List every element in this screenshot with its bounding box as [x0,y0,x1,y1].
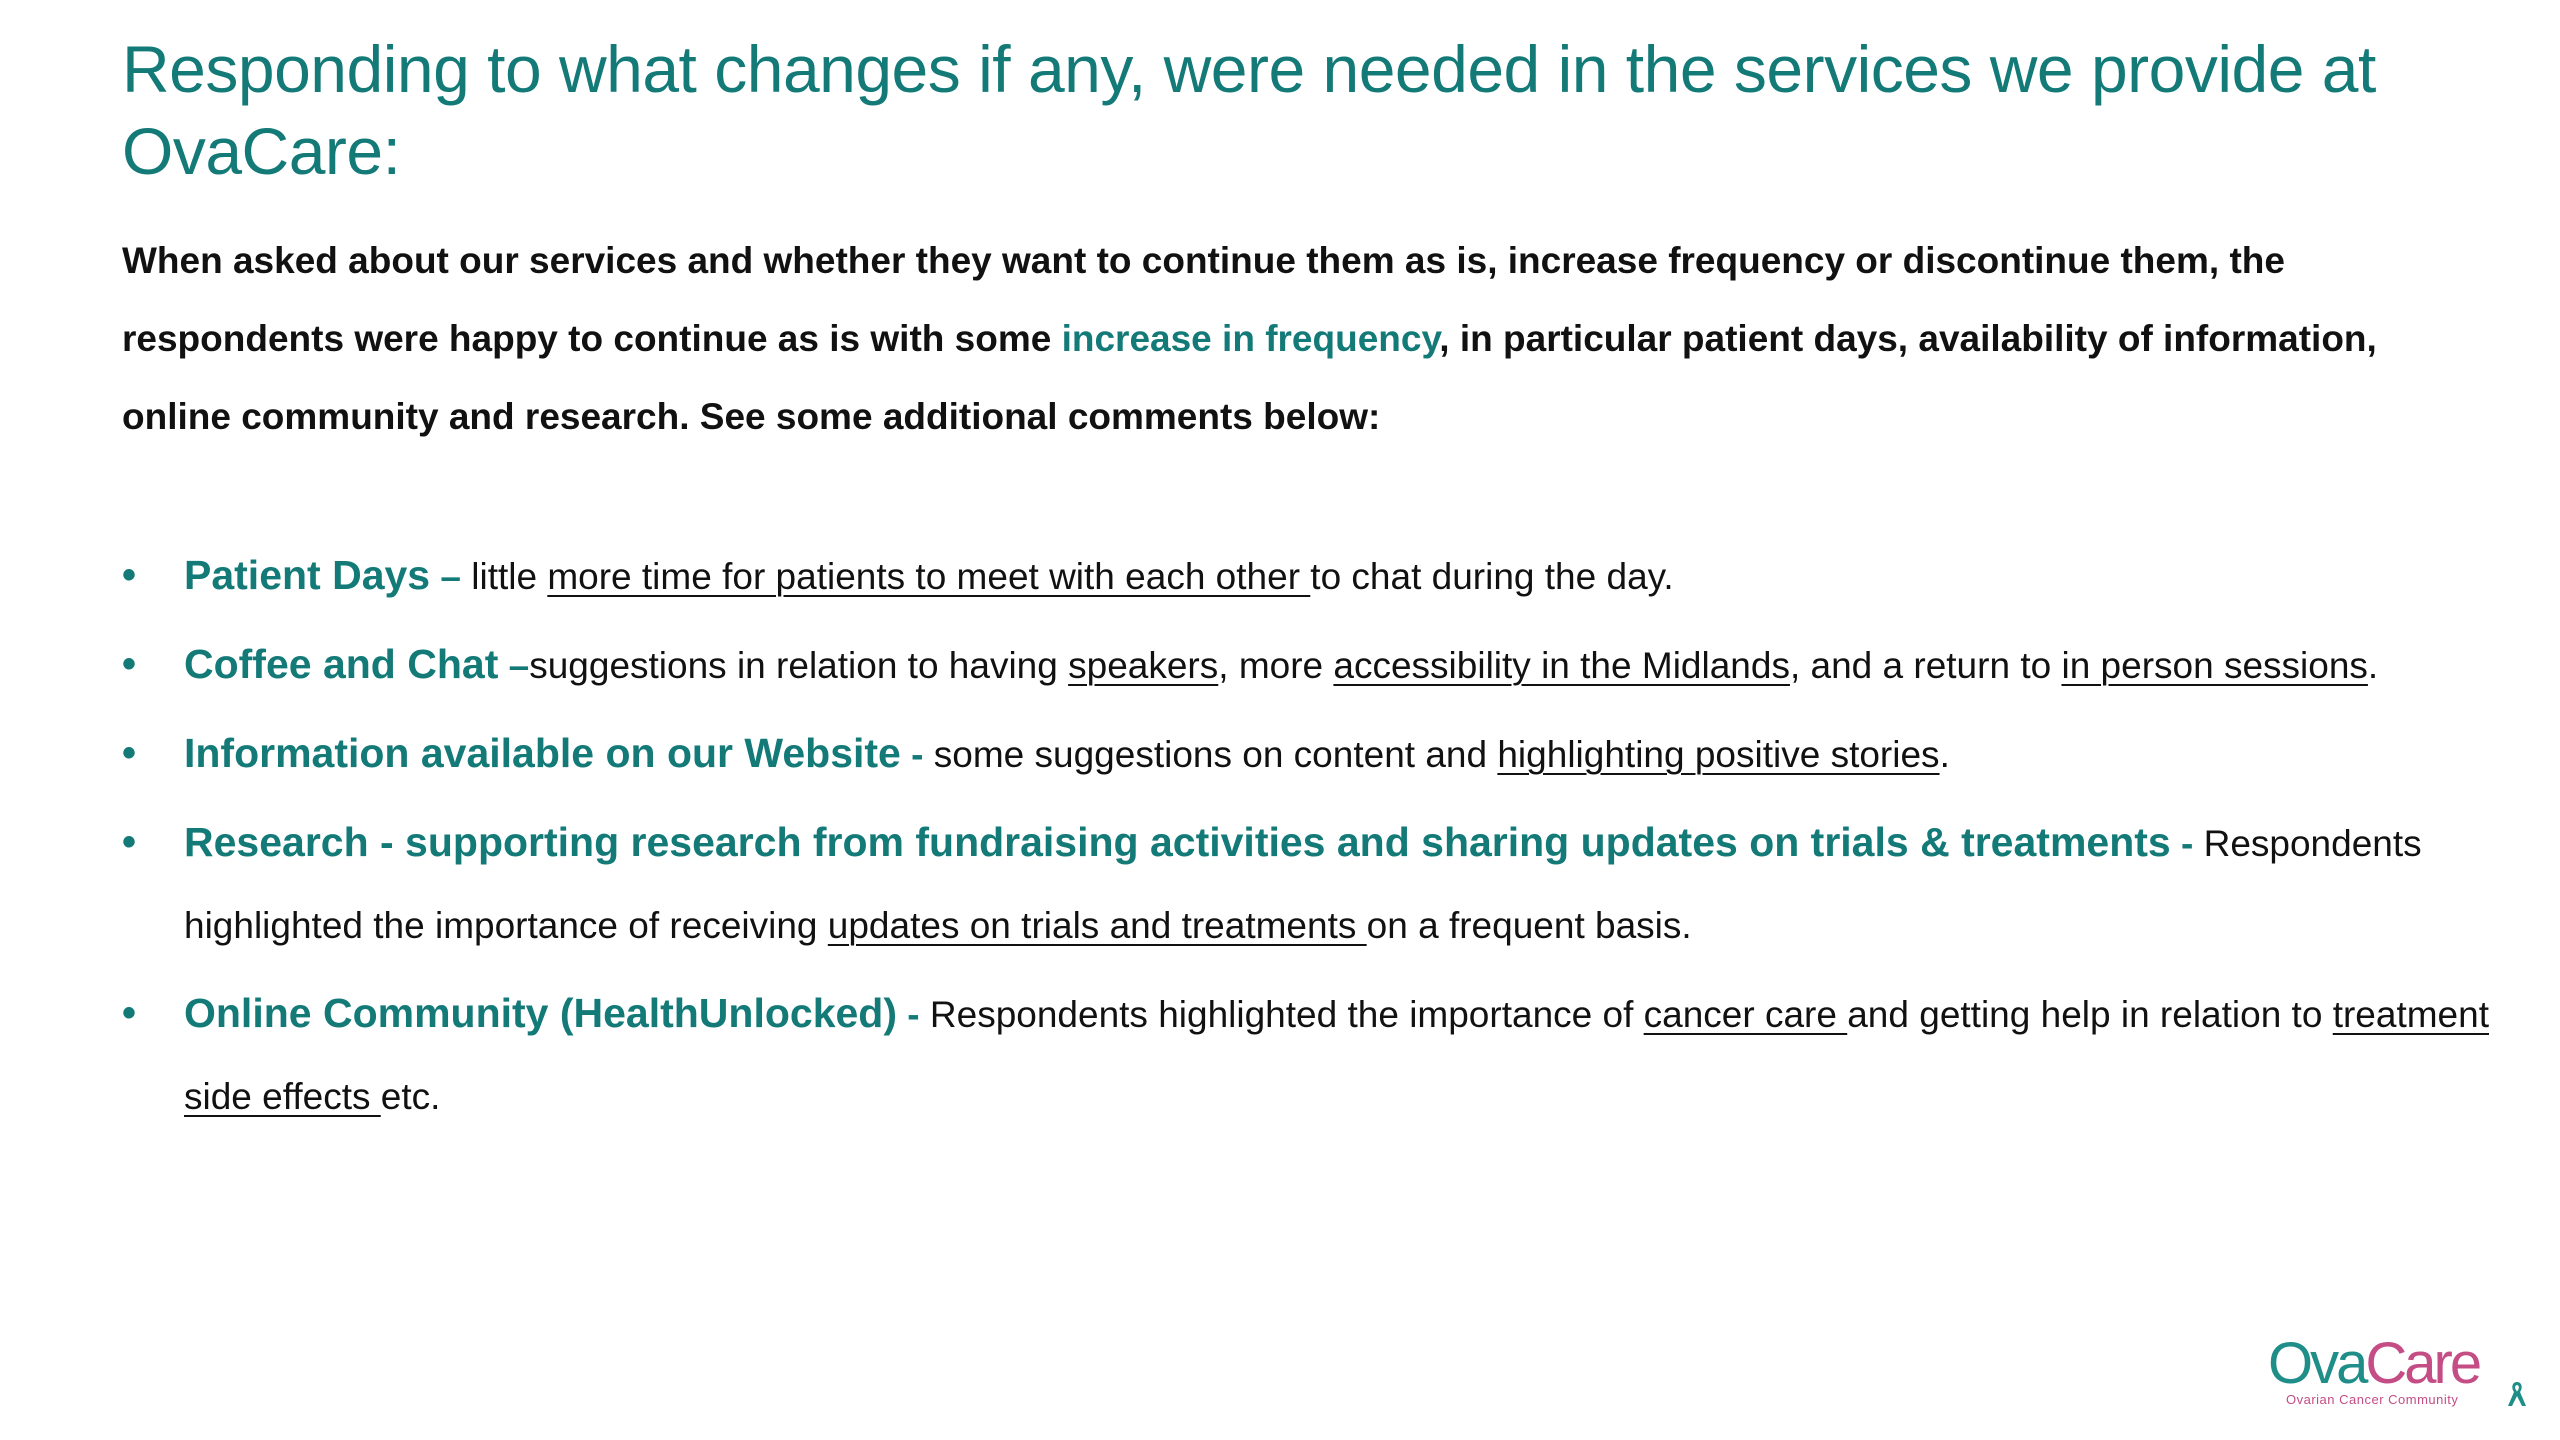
list-item-website-information [122,712,2522,796]
page-title: Responding to what changes if any, were needed in the services we provide at OvaCare: [122,32,2376,188]
bullet-heading: Online Community (HealthUnlocked) [184,990,897,1036]
underlined-text: accessibility in the Midlands [1333,645,1790,686]
bullet-separator: - [897,994,930,1035]
bullet-separator: – [430,556,472,597]
bullet-separator: - [900,734,934,775]
bullet-text: some suggestions on content and [933,734,1498,775]
bullet-text: . [2367,645,2379,686]
bullet-text: Respondents highlighted the importance of [929,994,1644,1035]
logo-wordmark [2268,1331,2480,1396]
bullet-text: Respondents highlighted the importance of receiving [184,823,2422,946]
intro-text-part2: , in particular patient days, availability of information, online community and research. See some additional comments below: [122,318,2377,437]
intro-highlight: increase in frequency [1061,318,1440,359]
underlined-text: updates on trials and treatments [827,905,1367,946]
bullet-icon: • [122,820,137,864]
bullet-text: . [1939,734,1950,775]
bullet-icon: • [122,553,137,597]
bullet-text: on a frequent basis. [1366,905,1692,946]
bullet-text: little [471,556,548,597]
intro-text-part1: When asked about our services and whether they want to continue them as is, increase frequency or discontinue them, the respondents were happy to continue as is with some [122,240,2285,359]
ovacare-logo [2268,1331,2528,1412]
underlined-text: in person sessions [2061,645,2368,686]
bullet-icon: • [122,642,137,686]
bullet-text: and getting help in relation to [1847,994,2333,1035]
bullet-separator: – [498,645,530,686]
underlined-text: treatment side effects [184,994,2489,1117]
underlined-text: cancer care [1643,994,1848,1035]
bullet-text: suggestions in relation to having [529,645,1069,686]
bullet-icon: • [122,991,137,1035]
bullet-heading: Patient Days [184,552,431,598]
list-item-patient-days [122,534,2522,618]
logo-ova: Ova [2268,1331,2366,1396]
bullet-text: to chat during the day. [1310,556,1674,597]
list-item-research [122,801,2522,967]
list-item-coffee-and-chat [122,623,2522,707]
intro-paragraph [122,222,2452,456]
bullet-separator: - [2170,823,2204,864]
bullet-text: , more [1218,645,1334,686]
underlined-text: highlighting positive stories [1497,734,1940,775]
ribbon-icon [2506,1380,2528,1408]
bullet-heading: Coffee and Chat [184,641,499,687]
bullet-heading: Information available on our Website [184,730,901,776]
comments-list [122,534,2522,1143]
bullet-text: , and a return to [1789,645,2062,686]
logo-care: Care [2365,1331,2480,1396]
logo-tagline: Ovarian Cancer Community [2286,1392,2459,1407]
bullet-icon: • [122,731,137,775]
bullet-heading: Research - supporting research from fundraising activities and sharing updates on trials & treatments [184,819,2171,865]
bullet-text: etc. [380,1076,441,1117]
underlined-text: more time for patients to meet with each other [547,556,1311,597]
underlined-text: speakers [1068,645,1219,686]
list-item-online-community [122,972,2522,1138]
